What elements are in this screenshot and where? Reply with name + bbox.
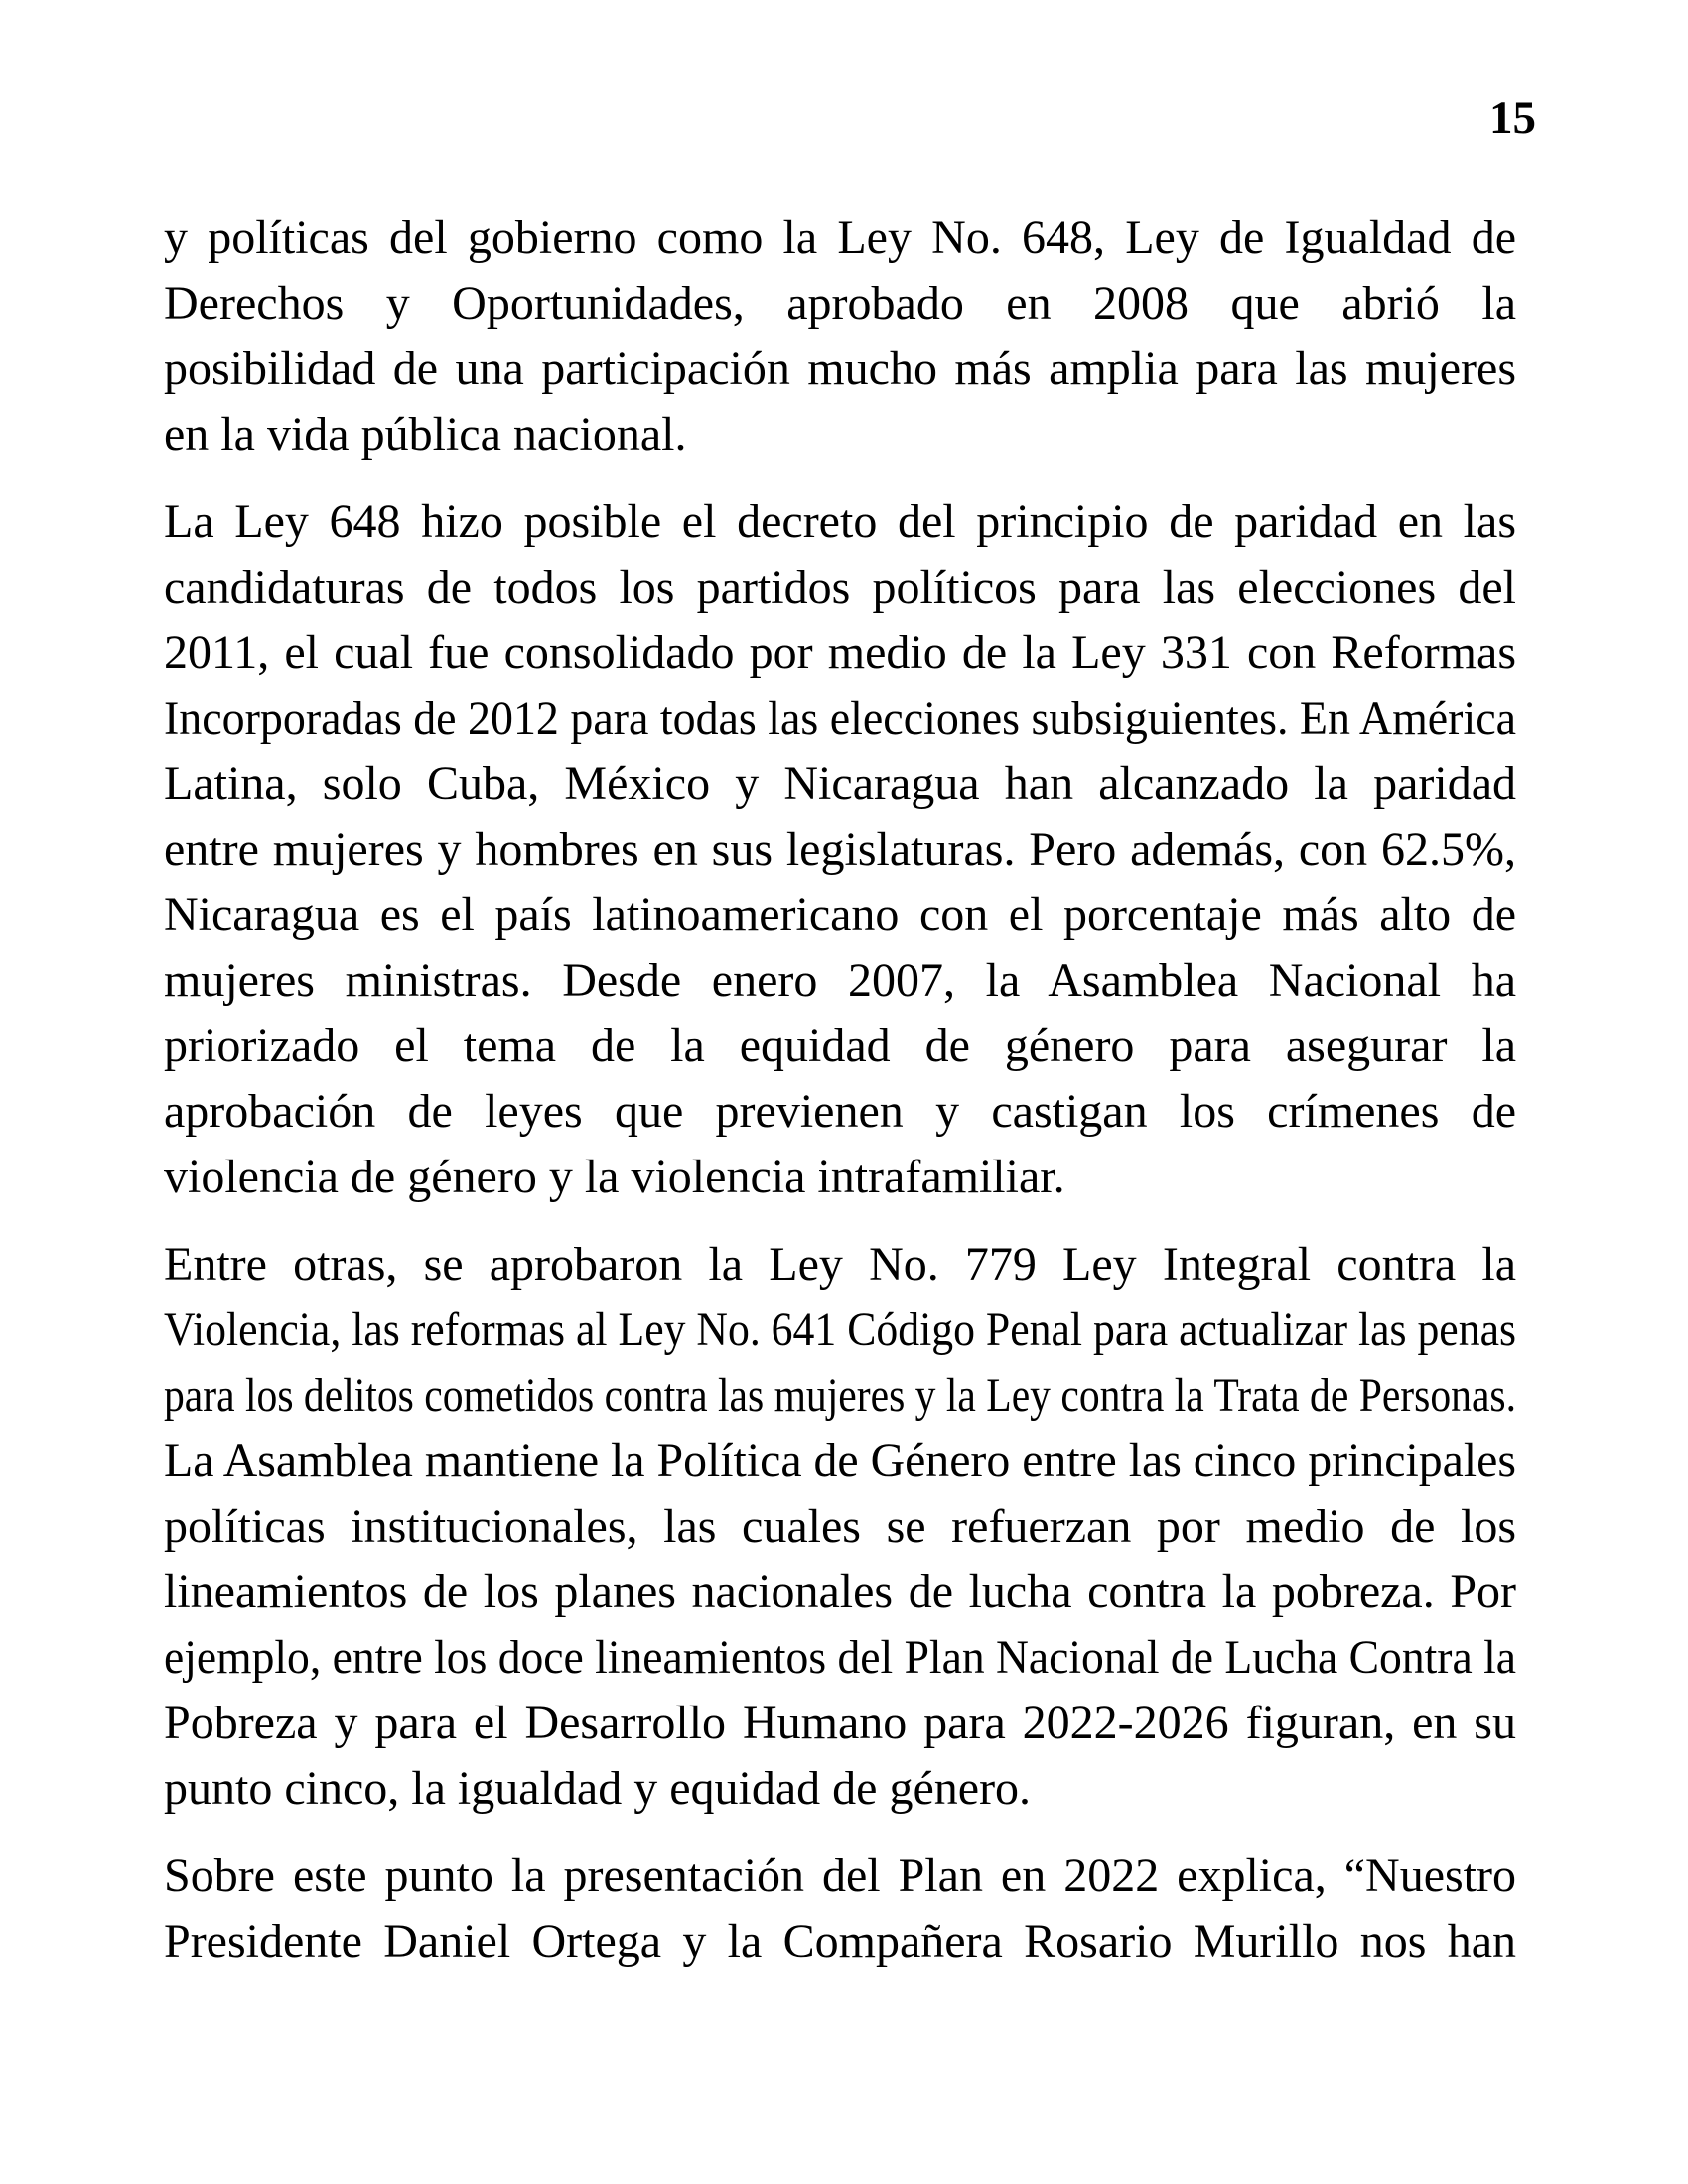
text-line-content: violencia de género y la violencia intrafamiliar. xyxy=(164,1151,1065,1203)
text-line-content: aprobación de leyes que previenen y castigan los crímenes de xyxy=(164,1085,1516,1138)
text-line-content: políticas institucionales, las cuales se refuerzan por medio de los xyxy=(164,1500,1516,1553)
text-line-content: Entre otras, se aprobaron la Ley No. 779 Ley Integral contra la xyxy=(164,1238,1516,1291)
text-line-content: Nicaragua es el país latinoamericano con el porcentaje más alto de xyxy=(164,888,1516,941)
text-line-content: posibilidad de una participación mucho más amplia para las mujeres xyxy=(164,342,1516,395)
text-line-content: Violencia, las reformas al Ley No. 641 Código Penal para actualizar las penas xyxy=(164,1303,1516,1356)
text-line xyxy=(164,1843,1516,1909)
text-line xyxy=(164,1560,1516,1625)
text-line xyxy=(164,1014,1516,1079)
text-line xyxy=(164,686,1516,751)
text-line-content: para los delitos cometidos contra las mujeres y la Ley contra la Trata de Personas. xyxy=(164,1369,1516,1422)
text-line xyxy=(164,1494,1516,1560)
text-line-content: Incorporadas de 2012 para todas las elecciones subsiguientes. En América xyxy=(164,692,1516,745)
text-line-content: Sobre este punto la presentación del Plan en 2022 explica, “Nuestro xyxy=(164,1849,1516,1902)
text-line-content: mujeres ministras. Desde enero 2007, la Asamblea Nacional ha xyxy=(164,954,1516,1007)
text-line xyxy=(164,489,1516,555)
text-line-content: en la vida pública nacional. xyxy=(164,408,687,461)
text-line xyxy=(164,1691,1516,1756)
text-line-content: entre mujeres y hombres en sus legislaturas. Pero además, con 62.5%, xyxy=(164,823,1516,876)
text-line xyxy=(164,1232,1516,1297)
paragraph xyxy=(164,205,1516,468)
text-line-content: La Asamblea mantiene la Política de Género entre las cinco principales xyxy=(164,1434,1516,1487)
text-line-content: priorizado el tema de la equidad de género para asegurar la xyxy=(164,1020,1516,1072)
text-line xyxy=(164,205,1516,271)
text-line xyxy=(164,1363,1516,1429)
paragraph xyxy=(164,489,1516,1210)
text-line xyxy=(164,751,1516,817)
text-line-content: ejemplo, entre los doce lineamientos del Plan Nacional de Lucha Contra la xyxy=(164,1631,1516,1684)
text-line-content: 2011, el cual fue consolidado por medio de la Ley 331 con Reformas xyxy=(164,626,1516,679)
page-number: 15 xyxy=(1489,92,1536,144)
text-line xyxy=(164,883,1516,948)
paragraph xyxy=(164,1843,1516,1975)
text-line xyxy=(164,1625,1516,1691)
page-body xyxy=(164,205,1516,1996)
text-line xyxy=(164,402,1516,468)
text-line-content: candidaturas de todos los partidos políticos para las elecciones del xyxy=(164,561,1516,614)
text-line xyxy=(164,555,1516,620)
text-line xyxy=(164,620,1516,686)
text-line-content: lineamientos de los planes nacionales de lucha contra la pobreza. Por xyxy=(164,1566,1516,1618)
text-line xyxy=(164,1429,1516,1494)
text-line-content: La Ley 648 hizo posible el decreto del principio de paridad en las xyxy=(164,495,1516,548)
text-line xyxy=(164,948,1516,1014)
text-line-content: Presidente Daniel Ortega y la Compañera Rosario Murillo nos han xyxy=(164,1915,1516,1968)
text-line xyxy=(164,337,1516,402)
text-line-content: Pobreza y para el Desarrollo Humano para 2022-2026 figuran, en su xyxy=(164,1697,1516,1749)
text-line xyxy=(164,1297,1516,1363)
paragraph xyxy=(164,1232,1516,1822)
text-line-content: punto cinco, la igualdad y equidad de género. xyxy=(164,1762,1032,1815)
text-line xyxy=(164,1756,1516,1822)
text-line xyxy=(164,1079,1516,1145)
text-line xyxy=(164,271,1516,337)
text-line-content: Derechos y Oportunidades, aprobado en 2008 que abrió la xyxy=(164,277,1516,330)
text-line xyxy=(164,1909,1516,1975)
text-line xyxy=(164,1145,1516,1210)
text-line-content: Latina, solo Cuba, México y Nicaragua han alcanzado la paridad xyxy=(164,757,1516,810)
text-line-content: y políticas del gobierno como la Ley No. 648, Ley de Igualdad de xyxy=(164,211,1516,264)
text-line xyxy=(164,817,1516,883)
